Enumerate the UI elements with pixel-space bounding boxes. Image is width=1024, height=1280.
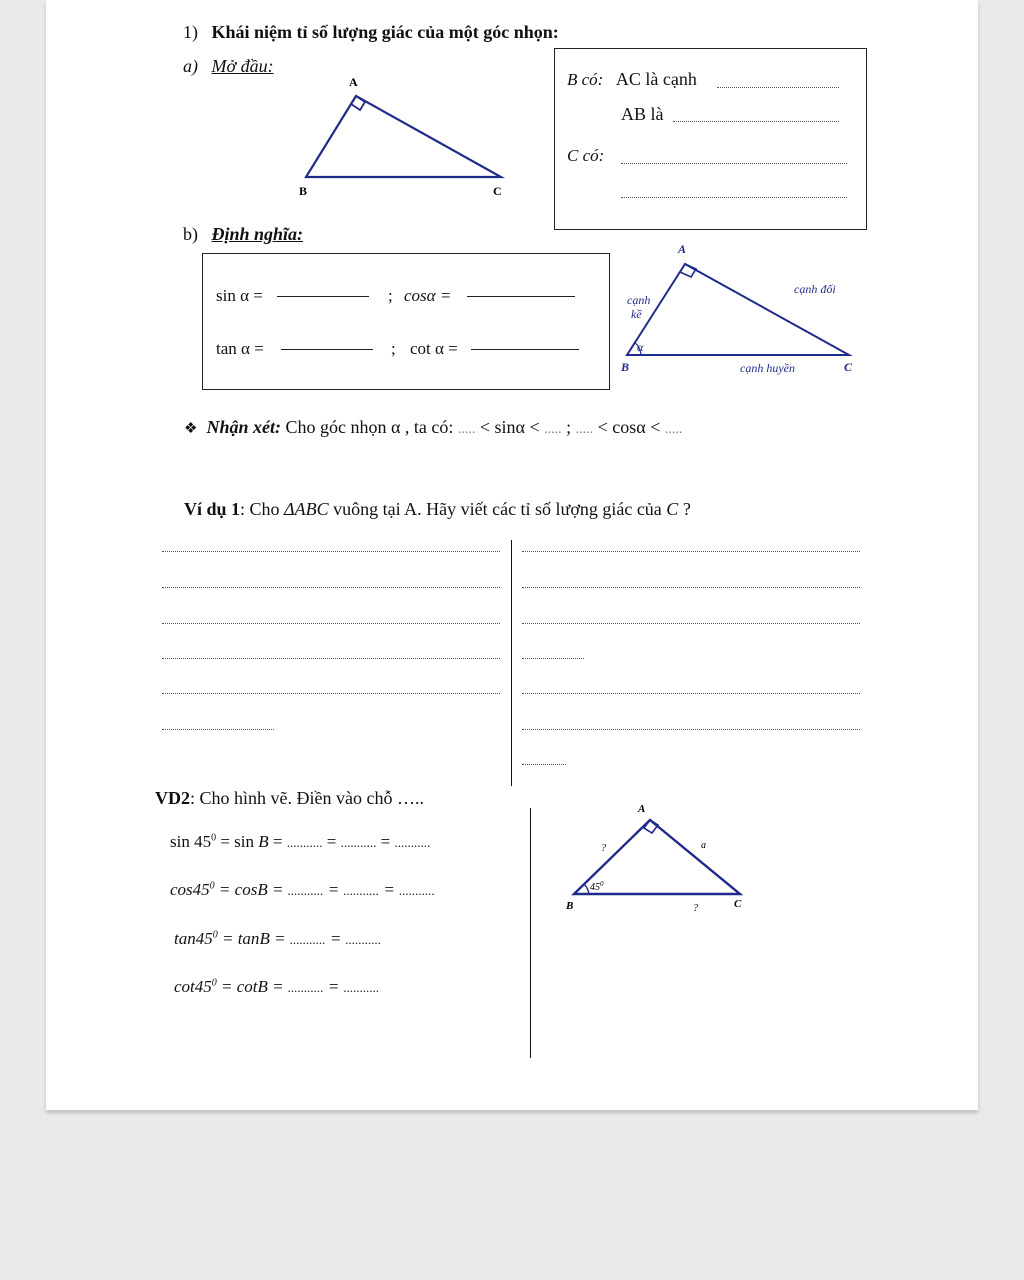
sep-1: ; (388, 286, 393, 305)
example1-label: Ví dụ 1 (184, 499, 241, 519)
ex2-tan-blank-2[interactable]: ........... (345, 932, 382, 947)
ex1-right-line-3[interactable] (522, 623, 860, 624)
ex1-right-line-5[interactable] (522, 693, 860, 694)
intro-triangle (306, 96, 501, 177)
example2-label: VD2 (155, 788, 190, 808)
remark-dots-4[interactable]: ..... (664, 422, 683, 437)
ex1-right-line-1[interactable] (522, 551, 860, 552)
intro-label-A: A (349, 75, 358, 89)
example1-var: C (666, 499, 679, 519)
ex1-left-line-5[interactable] (162, 693, 500, 694)
ex2-angle-arc (584, 884, 589, 894)
ex2-label-B: B (566, 900, 574, 912)
example2-triangle-figure (558, 798, 758, 920)
label-hypotenuse: cạnh huyền (740, 361, 795, 375)
definition-box (202, 253, 610, 390)
b-line2-blank[interactable] (673, 121, 839, 122)
ex2-label-A: A (638, 803, 646, 815)
cot-label: cot α = (410, 339, 458, 358)
remark-dots-3[interactable]: ..... (575, 422, 594, 437)
ex1-left-line-4[interactable] (162, 658, 500, 659)
definition-triangle-figure (611, 238, 873, 380)
section-number: 1) (183, 22, 198, 42)
sep-2: ; (391, 339, 396, 358)
section-title: Khái niệm tỉ số lượng giác của một góc nhọn: (211, 22, 559, 42)
worksheet-page (46, 0, 978, 1110)
ex2-tan-row: $\tan 45^0 = \tan B$ = ........... = ........... (174, 929, 382, 948)
ex1-right-line-7[interactable] (522, 764, 566, 765)
ex2-cot-row: $\cot 45^0 = \cot B$ = ........... = ........... (174, 977, 380, 996)
def-label-B: B (621, 360, 630, 374)
example2-divider (530, 808, 531, 1058)
remark-label: Nhận xét: (206, 417, 281, 437)
intro-heading (183, 56, 274, 77)
remark-cos: < cosα < (597, 417, 661, 437)
intro-answer-box (554, 48, 867, 230)
remark-bullet: ❖ (184, 421, 198, 437)
example1-triangle: ΔABC (284, 499, 329, 519)
intro-triangle-figure (286, 70, 516, 205)
remark-dots-1[interactable]: ..... (457, 422, 476, 437)
definition-title: Định nghĩa: (211, 224, 304, 244)
ex1-left-line-3[interactable] (162, 623, 500, 624)
ex2-cot-blank-2[interactable]: ........... (343, 980, 380, 995)
b-line1-blank[interactable] (717, 87, 839, 88)
ex2-tan-blank-1[interactable]: ........... (289, 932, 326, 947)
intro-label: a) (183, 56, 198, 76)
ex2-q1: ? (601, 843, 606, 854)
tan-label: tan α = (216, 339, 264, 358)
ex2-q2: ? (693, 903, 698, 914)
ex2-cos-blank-2[interactable]: ........... (343, 883, 380, 898)
example1-text-b: vuông tại A. Hãy viết các tỉ số lượng giác của (328, 499, 667, 519)
c-line2-blank[interactable] (621, 197, 847, 198)
ex2-cos-row: $\cos 45^0 = \cos B$ = ........... = ........... = ........... (170, 880, 435, 899)
remark-sep: ; (566, 417, 572, 437)
example2-line (155, 788, 424, 809)
cos-label: cosα = (404, 286, 452, 305)
ex2-sin-row: $\sin 45^0 = \sin B$ = ........... = ........... = ........... (170, 832, 431, 851)
ex2-a: a (701, 840, 706, 851)
intro-label-C: C (493, 184, 502, 198)
example2-text: : Cho hình vẽ. Điền vào chỗ ….. (190, 788, 424, 808)
def-label-A: A (678, 242, 687, 256)
ex1-left-line-2[interactable] (162, 587, 500, 588)
label-opposite: cạnh đối (794, 282, 836, 296)
label-adjacent-2: kề (631, 307, 642, 321)
remark-line (184, 417, 682, 438)
ex1-right-line-2[interactable] (522, 587, 860, 588)
c-prefix: C có: (567, 146, 605, 165)
ex2-cot-blank-1[interactable]: ........... (287, 980, 324, 995)
remark-text: Cho góc nhọn α , ta có: (285, 417, 454, 437)
c-line1-blank[interactable] (621, 163, 847, 164)
remark-dots-2[interactable]: ..... (544, 422, 562, 437)
label-alpha: α (637, 340, 644, 354)
remark-sin: < sinα < (479, 417, 540, 437)
ex2-sin-blank-1[interactable]: ........... (286, 835, 323, 850)
ex2-angle-label: $45^0$ (590, 880, 604, 893)
section-heading (183, 22, 559, 43)
sin-label: sin α = (216, 286, 263, 305)
b-prefix: B có: (567, 70, 604, 89)
cos-blank[interactable] (467, 296, 575, 297)
example1-line (184, 499, 691, 520)
intro-right-angle-mark (351, 96, 365, 110)
example1-text-a: : Cho (240, 499, 285, 519)
ex2-sin-blank-3[interactable]: ........... (394, 835, 431, 850)
definition-heading (183, 224, 303, 245)
ex1-left-line-6[interactable] (162, 729, 274, 730)
example1-divider (511, 540, 512, 786)
definition-label: b) (183, 224, 198, 244)
label-adjacent-1: cạnh (627, 293, 651, 307)
ex1-right-line-4[interactable] (522, 658, 584, 659)
sin-blank[interactable] (277, 296, 369, 297)
intro-title: Mở đầu: (211, 56, 274, 76)
ex2-sin-blank-2[interactable]: ........... (340, 835, 377, 850)
ex2-cos-blank-3[interactable]: ........... (399, 883, 435, 898)
b-line1-text: AC là cạnh (615, 69, 697, 89)
ex2-cos-blank-1[interactable]: ........... (287, 883, 324, 898)
definition-triangle (627, 264, 849, 355)
b-line-1 (567, 69, 697, 90)
tan-blank[interactable] (281, 349, 373, 350)
definition-right-angle-mark (680, 264, 696, 277)
b-line2-text: AB là (621, 104, 664, 124)
intro-label-B: B (299, 184, 308, 198)
example1-q: ? (678, 499, 691, 519)
def-label-C: C (844, 360, 853, 374)
cot-blank[interactable] (471, 349, 579, 350)
ex1-right-line-6[interactable] (522, 729, 860, 730)
ex2-label-C: C (734, 898, 742, 910)
ex1-left-line-1[interactable] (162, 551, 500, 552)
